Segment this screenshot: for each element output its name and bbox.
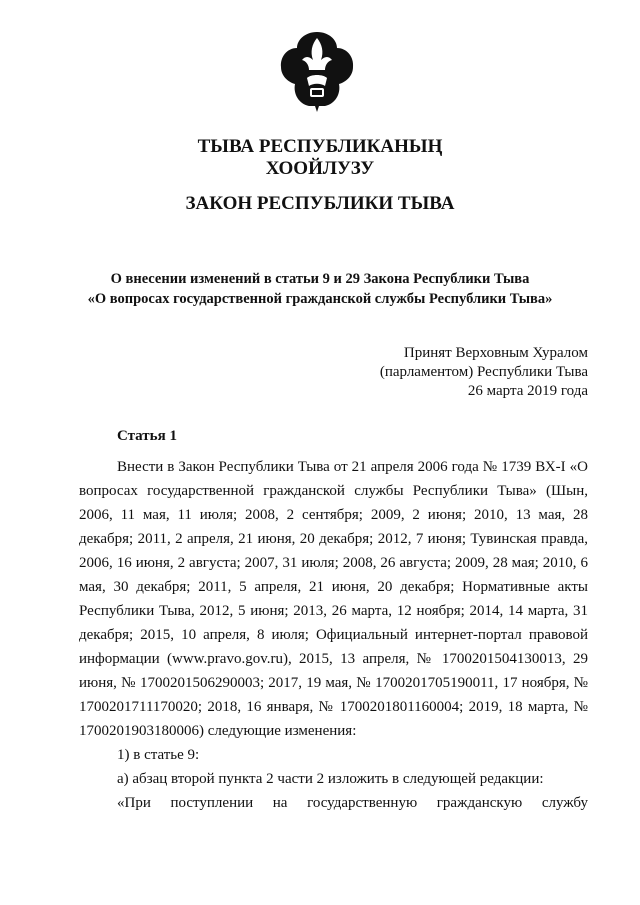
article-body	[79, 455, 588, 815]
article-item-1: 1) в статье 9:	[117, 747, 200, 763]
article-item-a: а) абзац второй пункта 2 части 2 изложить в следующей редакции:	[117, 771, 544, 787]
adoption-note	[380, 344, 588, 401]
tuva-coat-of-arms-icon	[279, 30, 355, 114]
law-subject	[0, 269, 640, 309]
law-subject-line1: О внесении изменений в статьи 9 и 29 Закона Республики Тыва	[110, 271, 530, 287]
quoted-text-start: «При поступлении на государственную гражданскую службу	[117, 795, 588, 811]
article-intro-paragraph: Внести в Закон Республики Тыва от 21 апреля 2006 года № 1739 ВХ-I «О вопросах государственной гражданской службы Республики Тыва» (Шын, 2006, 11 мая, 11 июля; 2008, 2 сентября; 2009, 2 июня; 2010, 13 мая, 28 декабря; 2011, 2 апреля, 21 июня, 20 декабря; 2012, 7 июня; Тувинская правда, 2006, 16 июня, 2 августа; 2007, 31 июля; 2008, 26 августа; 2009, 28 мая; 2010, 6 мая, 30 декабря; 2011, 5 апреля, 21 июня, 20 декабря; Нормативные акты Республики Тыва, 2012, 5 июня; 2013, 26 марта, 12 ноября; 2014, 14 марта, 31 декабря; 2015, 10 апреля, 8 июля; Официальный интернет-портал правовой информации (www.pravo.gov.ru), 2015, 13 апреля, № 1700201504130013, 29 июня, № 1700201506290003; 2017, 19 мая, № 1700201705190011, 17 ноября, № 1700201711170020; 2018, 16 января, № 1700201801160004; 2019, 18 марта, № 1700201903180006) следующие изменения:	[79, 459, 588, 739]
adoption-note-line2: (парламентом) Республики Тыва	[379, 364, 588, 380]
article-heading: Статья 1	[117, 428, 177, 444]
law-subject-line2: «О вопросах государственной гражданской службы Республики Тыва»	[87, 291, 553, 307]
republic-name-tuvan	[0, 136, 640, 180]
adoption-note-line1: Принят Верховным Хуралом	[403, 345, 588, 361]
republic-name-line1: ТЫВА РЕСПУБЛИКАНЫҢ	[197, 136, 443, 157]
adoption-date: 26 марта 2019 года	[467, 383, 588, 399]
law-title: ЗАКОН РЕСПУБЛИКИ ТЫВА	[185, 193, 455, 214]
republic-name-line2: ХООЙЛУЗУ	[265, 158, 375, 179]
